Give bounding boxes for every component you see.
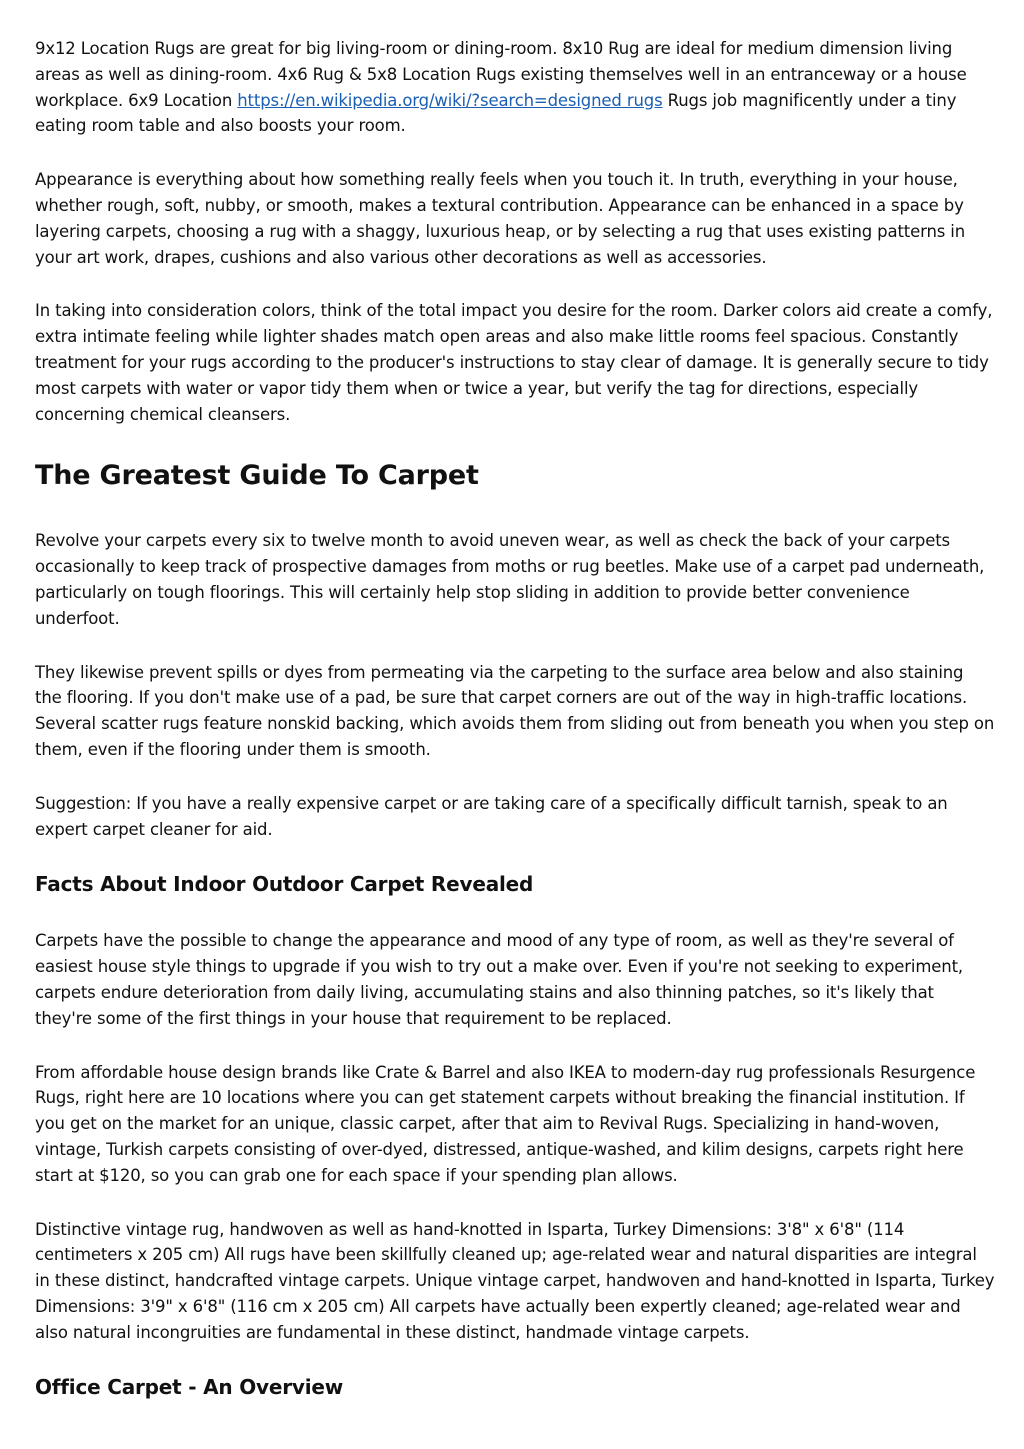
document-page [35, 36, 995, 1431]
paragraph-text: 9x12 Location Rugs are great for big living-room or dining-room. 8x10 Rug are ideal for medium dimension living areas as well as dining-room. 4x6 Rug & 5x8 Location Rugs existing themselves well in an entranceway or a house workplace. 6x9 Location [35, 39, 967, 110]
paragraph-vintage-rug: Distinctive vintage rug, handwoven as well as hand-knotted in Isparta, Turkey Dimensions: 3'8" x 6'8" (114 centimeters x 205 cm) All rugs have been skillfully cleaned up; age-related wear and natural disparities are integral in these distinct, handcrafted vintage carpets. Unique vintage carpet, handwoven and hand-knotted in Isparta, Turkey Dimensions: 3'9" x 6'8" (116 cm x 205 cm) All carpets have actually been expertly cleaned; age-related wear and also natural incongruities are fundamental in these distinct, handmade vintage carpets. [35, 1219, 995, 1342]
heading-office-carpet: Office Carpet - An Overview [35, 1375, 344, 1400]
paragraph-rug-sizes [35, 36, 995, 139]
heading-facts-indoor-outdoor: Facts About Indoor Outdoor Carpet Revealed [35, 872, 534, 897]
paragraph-revolve-carpets: Revolve your carpets every six to twelve month to avoid uneven wear, as well as check the back of your carpets occasionally to keep track of prospective damages from moths or rug beetles. Make use of a carpet pad underneath, particularly on tough floorings. This will certainly help stop sliding in addition to provide better convenience underfoot. [35, 531, 985, 628]
paragraph-colors: In taking into consideration colors, think of the total impact you desire for the room. Darker colors aid create a comfy, extra intimate feeling while lighter shades match open areas and also make little rooms feel spacious. Constantly treatment for your rugs according to the producer's instructions to stay clear of damage. It is generally secure to tidy most carpets with water or vapor tidy them when or twice a year, but verify the tag for directions, especially concerning chemical cleansers. [35, 301, 993, 424]
paragraph-carpets-change: Carpets have the possible to change the appearance and mood of any type of room, as well as they're several of easiest house style things to upgrade if you wish to try out a make over. Even if you're not seeking to experiment, carpets endure deterioration from daily living, accumulating stains and also thinning patches, so it's likely that they're some of the first things in your house that requirement to be replaced. [35, 931, 963, 1028]
paragraph-suggestion: Suggestion: If you have a really expensive carpet or are taking care of a specifically difficult tarnish, speak to an expert carpet cleaner for aid. [35, 793, 948, 839]
paragraph-appearance: Appearance is everything about how something really feels when you touch it. In truth, everything in your house, whether rough, soft, nubby, or smooth, makes a textural contribution. Appearance can be enhanced in a space by layering carpets, choosing a rug with a shaggy, luxurious heap, or by selecting a rug that uses existing patterns in your art work, drapes, cushions and also various other decorations as well as accessories. [35, 170, 966, 267]
paragraph-text: Rugs job magnificently under a tiny eating room table and also boosts your room. [35, 90, 957, 136]
wikipedia-search-link[interactable]: https://en.wikipedia.org/wiki/?search=designed rugs [237, 90, 663, 110]
paragraph-prevent-spills: They likewise prevent spills or dyes from permeating via the carpeting to the surface area below and also staining the flooring. If you don't make use of a pad, be sure that carpet corners are out of the way in high-traffic locations. Several scatter rugs feature nonskid backing, which avoids them from sliding out from beneath you when you step on them, even if the flooring under them is smooth. [35, 662, 995, 759]
paragraph-affordable-brands: From affordable house design brands like Crate & Barrel and also IKEA to modern-day rug professionals Resurgence Rugs, right here are 10 locations where you can get statement carpets without breaking the financial institution. If you get on the market for an unique, classic carpet, after that aim to Revival Rugs. Specializing in hand-woven, vintage, Turkish carpets consisting of over-dyed, distressed, antique-washed, and kilim designs, carpets right here start at $120, so you can grab one for each space if your spending plan allows. [35, 1062, 976, 1185]
heading-greatest-guide: The Greatest Guide To Carpet [35, 460, 479, 492]
